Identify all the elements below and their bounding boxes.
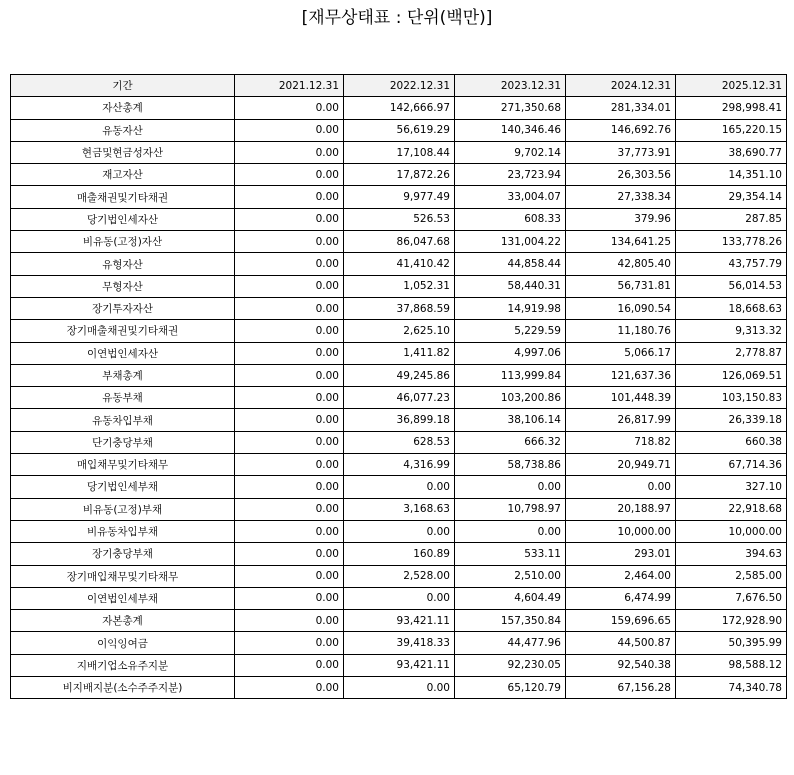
value-cell: 103,200.86 [455,387,566,409]
value-cell: 49,245.86 [344,364,455,386]
row-label: 장기매출채권및기타채권 [11,320,235,342]
value-cell: 0.00 [235,654,344,676]
value-cell: 98,588.12 [676,654,787,676]
value-cell: 2,464.00 [566,565,676,587]
value-cell: 27,338.34 [566,186,676,208]
row-label: 유동자산 [11,119,235,141]
table-row [11,387,787,409]
value-cell: 0.00 [235,320,344,342]
value-cell: 37,773.91 [566,141,676,163]
row-label: 이익잉여금 [11,632,235,654]
value-cell: 133,778.26 [676,231,787,253]
row-label: 비유동(고정)자산 [11,231,235,253]
value-cell: 159,696.65 [566,610,676,632]
value-cell: 0.00 [235,565,344,587]
value-cell: 93,421.11 [344,654,455,676]
value-cell: 142,666.97 [344,97,455,119]
value-cell: 4,997.06 [455,342,566,364]
row-label: 비유동(고정)부채 [11,498,235,520]
row-label: 유동차입부채 [11,409,235,431]
value-cell: 0.00 [235,297,344,319]
value-cell: 9,702.14 [455,141,566,163]
row-label: 당기법인세자산 [11,208,235,230]
value-cell: 17,872.26 [344,164,455,186]
value-cell: 131,004.22 [455,231,566,253]
value-cell: 67,714.36 [676,454,787,476]
value-cell: 0.00 [344,520,455,542]
value-cell: 103,150.83 [676,387,787,409]
row-label: 부채총계 [11,364,235,386]
value-cell: 2,585.00 [676,565,787,587]
table-row [11,677,787,699]
header-period: 기간 [11,75,235,97]
value-cell: 10,798.97 [455,498,566,520]
value-cell: 0.00 [235,208,344,230]
value-cell: 271,350.68 [455,97,566,119]
value-cell: 126,069.51 [676,364,787,386]
table-row [11,208,787,230]
table-row [11,275,787,297]
value-cell: 526.53 [344,208,455,230]
header-2021: 2021.12.31 [235,75,344,97]
row-label: 매입채무및기타채무 [11,454,235,476]
value-cell: 56,619.29 [344,119,455,141]
value-cell: 146,692.76 [566,119,676,141]
value-cell: 17,108.44 [344,141,455,163]
value-cell: 46,077.23 [344,387,455,409]
value-cell: 0.00 [235,253,344,275]
table-row [11,476,787,498]
table-row [11,543,787,565]
table-row [11,119,787,141]
value-cell: 1,052.31 [344,275,455,297]
value-cell: 2,510.00 [455,565,566,587]
value-cell: 660.38 [676,431,787,453]
financial-statement-table [10,74,787,699]
value-cell: 533.11 [455,543,566,565]
row-label: 현금및현금성자산 [11,141,235,163]
value-cell: 0.00 [235,186,344,208]
value-cell: 14,919.98 [455,297,566,319]
value-cell: 0.00 [235,342,344,364]
value-cell: 44,477.96 [455,632,566,654]
value-cell: 37,868.59 [344,297,455,319]
header-2024: 2024.12.31 [566,75,676,97]
table-row [11,320,787,342]
value-cell: 0.00 [455,520,566,542]
value-cell: 113,999.84 [455,364,566,386]
value-cell: 0.00 [455,476,566,498]
header-2025: 2025.12.31 [676,75,787,97]
value-cell: 0.00 [235,119,344,141]
value-cell: 0.00 [235,587,344,609]
table-row [11,409,787,431]
row-label: 이연법인세자산 [11,342,235,364]
value-cell: 4,604.49 [455,587,566,609]
row-label: 장기투자자산 [11,297,235,319]
value-cell: 39,418.33 [344,632,455,654]
row-label: 장기충당부채 [11,543,235,565]
value-cell: 44,500.87 [566,632,676,654]
table-row [11,654,787,676]
value-cell: 0.00 [235,632,344,654]
value-cell: 157,350.84 [455,610,566,632]
value-cell: 160.89 [344,543,455,565]
value-cell: 43,757.79 [676,253,787,275]
value-cell: 0.00 [235,498,344,520]
table-row [11,231,787,253]
value-cell: 16,090.54 [566,297,676,319]
value-cell: 628.53 [344,431,455,453]
value-cell: 2,778.87 [676,342,787,364]
row-label: 비지배지분(소수주주지분) [11,677,235,699]
value-cell: 379.96 [566,208,676,230]
value-cell: 101,448.39 [566,387,676,409]
value-cell: 9,977.49 [344,186,455,208]
value-cell: 0.00 [235,476,344,498]
value-cell: 0.00 [235,543,344,565]
table-row [11,186,787,208]
table-row [11,565,787,587]
value-cell: 42,805.40 [566,253,676,275]
value-cell: 5,229.59 [455,320,566,342]
table-row [11,498,787,520]
row-label: 이연법인세부채 [11,587,235,609]
value-cell: 86,047.68 [344,231,455,253]
table-row [11,587,787,609]
value-cell: 0.00 [235,275,344,297]
value-cell: 0.00 [235,387,344,409]
value-cell: 20,949.71 [566,454,676,476]
value-cell: 0.00 [235,164,344,186]
value-cell: 38,106.14 [455,409,566,431]
table-row [11,141,787,163]
value-cell: 56,014.53 [676,275,787,297]
value-cell: 10,000.00 [676,520,787,542]
table-row [11,610,787,632]
header-2022: 2022.12.31 [344,75,455,97]
value-cell: 0.00 [235,364,344,386]
value-cell: 36,899.18 [344,409,455,431]
value-cell: 33,004.07 [455,186,566,208]
row-label: 무형자산 [11,275,235,297]
row-label: 자본총계 [11,610,235,632]
value-cell: 41,410.42 [344,253,455,275]
row-label: 자산총계 [11,97,235,119]
value-cell: 0.00 [235,231,344,253]
value-cell: 0.00 [235,97,344,119]
value-cell: 18,668.63 [676,297,787,319]
value-cell: 26,303.56 [566,164,676,186]
table-row [11,632,787,654]
table-body [11,97,787,699]
table-header-row [11,75,787,97]
value-cell: 298,998.41 [676,97,787,119]
value-cell: 50,395.99 [676,632,787,654]
value-cell: 2,625.10 [344,320,455,342]
value-cell: 327.10 [676,476,787,498]
value-cell: 1,411.82 [344,342,455,364]
value-cell: 20,188.97 [566,498,676,520]
value-cell: 65,120.79 [455,677,566,699]
page-title: [재무상태표 : 단위(백만)] [301,8,493,28]
row-label: 비유동차입부채 [11,520,235,542]
table-row [11,297,787,319]
row-label: 매출채권및기타채권 [11,186,235,208]
value-cell: 608.33 [455,208,566,230]
row-label: 재고자산 [11,164,235,186]
value-cell: 140,346.46 [455,119,566,141]
value-cell: 0.00 [344,587,455,609]
value-cell: 92,230.05 [455,654,566,676]
value-cell: 56,731.81 [566,275,676,297]
value-cell: 67,156.28 [566,677,676,699]
table-row [11,253,787,275]
value-cell: 0.00 [235,454,344,476]
value-cell: 0.00 [235,141,344,163]
value-cell: 74,340.78 [676,677,787,699]
value-cell: 6,474.99 [566,587,676,609]
table-row [11,164,787,186]
value-cell: 281,334.01 [566,97,676,119]
value-cell: 58,738.86 [455,454,566,476]
value-cell: 14,351.10 [676,164,787,186]
value-cell: 2,528.00 [344,565,455,587]
value-cell: 44,858.44 [455,253,566,275]
table-row [11,97,787,119]
row-label: 단기충당부채 [11,431,235,453]
value-cell: 165,220.15 [676,119,787,141]
value-cell: 93,421.11 [344,610,455,632]
value-cell: 718.82 [566,431,676,453]
value-cell: 172,928.90 [676,610,787,632]
value-cell: 293.01 [566,543,676,565]
header-2023: 2023.12.31 [455,75,566,97]
value-cell: 92,540.38 [566,654,676,676]
table-row [11,454,787,476]
row-label: 당기법인세부채 [11,476,235,498]
value-cell: 26,339.18 [676,409,787,431]
value-cell: 0.00 [235,520,344,542]
value-cell: 0.00 [344,476,455,498]
table-row [11,431,787,453]
row-label: 유동부채 [11,387,235,409]
value-cell: 4,316.99 [344,454,455,476]
value-cell: 5,066.17 [566,342,676,364]
value-cell: 0.00 [235,677,344,699]
value-cell: 287.85 [676,208,787,230]
value-cell: 26,817.99 [566,409,676,431]
table-row [11,342,787,364]
value-cell: 11,180.76 [566,320,676,342]
value-cell: 10,000.00 [566,520,676,542]
value-cell: 121,637.36 [566,364,676,386]
value-cell: 38,690.77 [676,141,787,163]
value-cell: 0.00 [235,610,344,632]
value-cell: 23,723.94 [455,164,566,186]
value-cell: 0.00 [235,431,344,453]
table-row [11,364,787,386]
row-label: 유형자산 [11,253,235,275]
value-cell: 394.63 [676,543,787,565]
row-label: 장기매입채무및기타채무 [11,565,235,587]
value-cell: 0.00 [344,677,455,699]
value-cell: 134,641.25 [566,231,676,253]
value-cell: 0.00 [566,476,676,498]
value-cell: 7,676.50 [676,587,787,609]
value-cell: 666.32 [455,431,566,453]
value-cell: 3,168.63 [344,498,455,520]
value-cell: 9,313.32 [676,320,787,342]
value-cell: 0.00 [235,409,344,431]
value-cell: 29,354.14 [676,186,787,208]
value-cell: 22,918.68 [676,498,787,520]
row-label: 지배기업소유주지분 [11,654,235,676]
value-cell: 58,440.31 [455,275,566,297]
table-row [11,520,787,542]
